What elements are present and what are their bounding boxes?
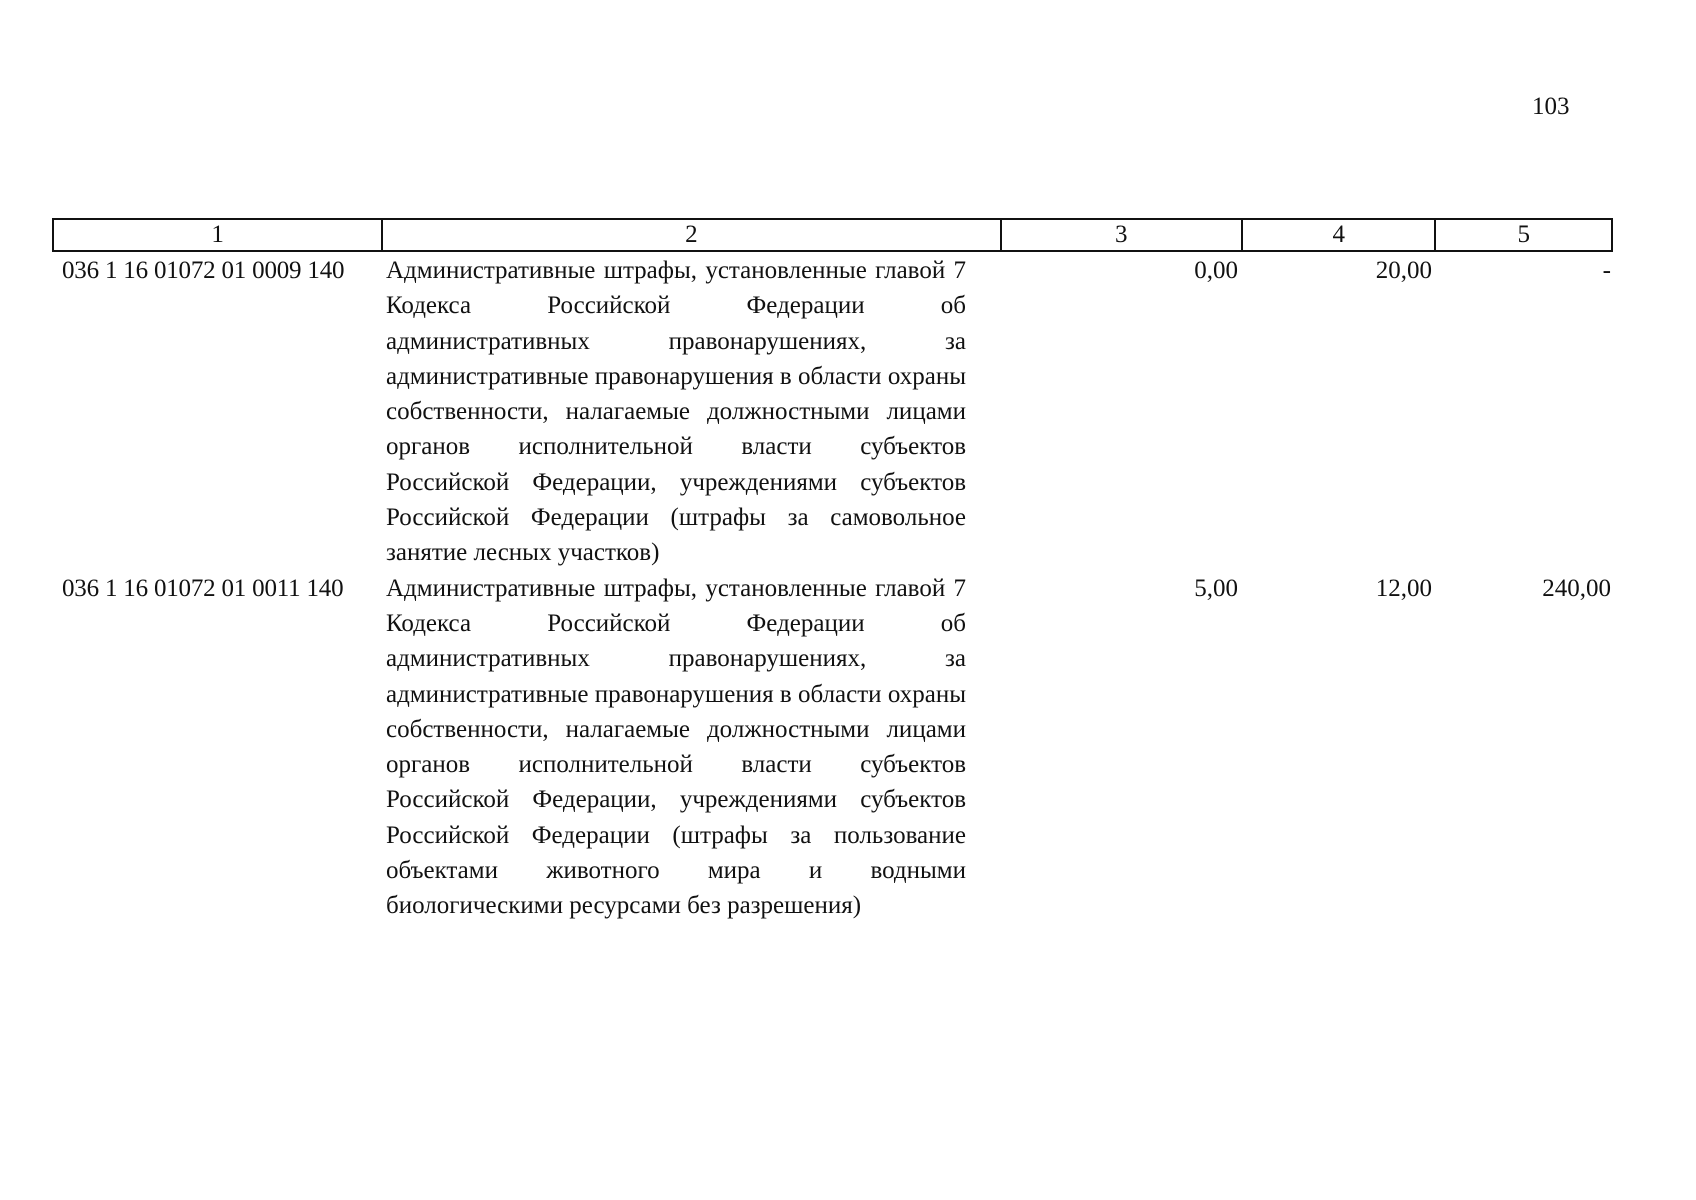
value-col-3: 5,00 (1194, 574, 1238, 602)
page-number: 103 (1532, 93, 1570, 120)
budget-code: 036 1 16 01072 01 0011 140 (62, 574, 344, 602)
table-row (52, 571, 1613, 924)
income-description: Административные штрафы, установленные главой 7 Кодекса Российской Федерации об административных правонарушениях, за административные правонарушения в области охраны собственности, налагаемые должностными лицами органов исполнительной власти субъектов Российской Федерации, учреждениями субъектов Российской Федерации (штрафы за самовольное занятие лесных участков) (386, 257, 966, 567)
table-row (52, 253, 1613, 571)
header-col-1: 1 (211, 221, 224, 248)
budget-code: 036 1 16 01072 01 0009 140 (62, 257, 345, 284)
table-header-row (52, 218, 1613, 252)
header-col-4: 4 (1241, 220, 1435, 250)
header-col-2: 2 (381, 220, 999, 250)
value-col-5: - (1602, 257, 1611, 284)
value-col-5: 240,00 (1542, 574, 1611, 602)
value-col-3: 0,00 (1194, 257, 1238, 284)
value-col-4: 20,00 (1375, 257, 1432, 284)
income-description: Административные штрафы, установленные главой 7 Кодекса Российской Федерации об административных правонарушениях, за административные правонарушения в области охраны собственности, налагаемые должностными лицами органов исполнительной власти субъектов Российской Федерации, учреждениями субъектов Российской Федерации (штрафы за пользование объектами животного мира и водными биологическими ресурсами без разрешения) (386, 574, 966, 920)
header-col-3: 3 (1000, 220, 1241, 250)
revenue-table (52, 218, 1613, 924)
header-col-5: 5 (1434, 220, 1611, 250)
value-col-4: 12,00 (1375, 574, 1432, 602)
